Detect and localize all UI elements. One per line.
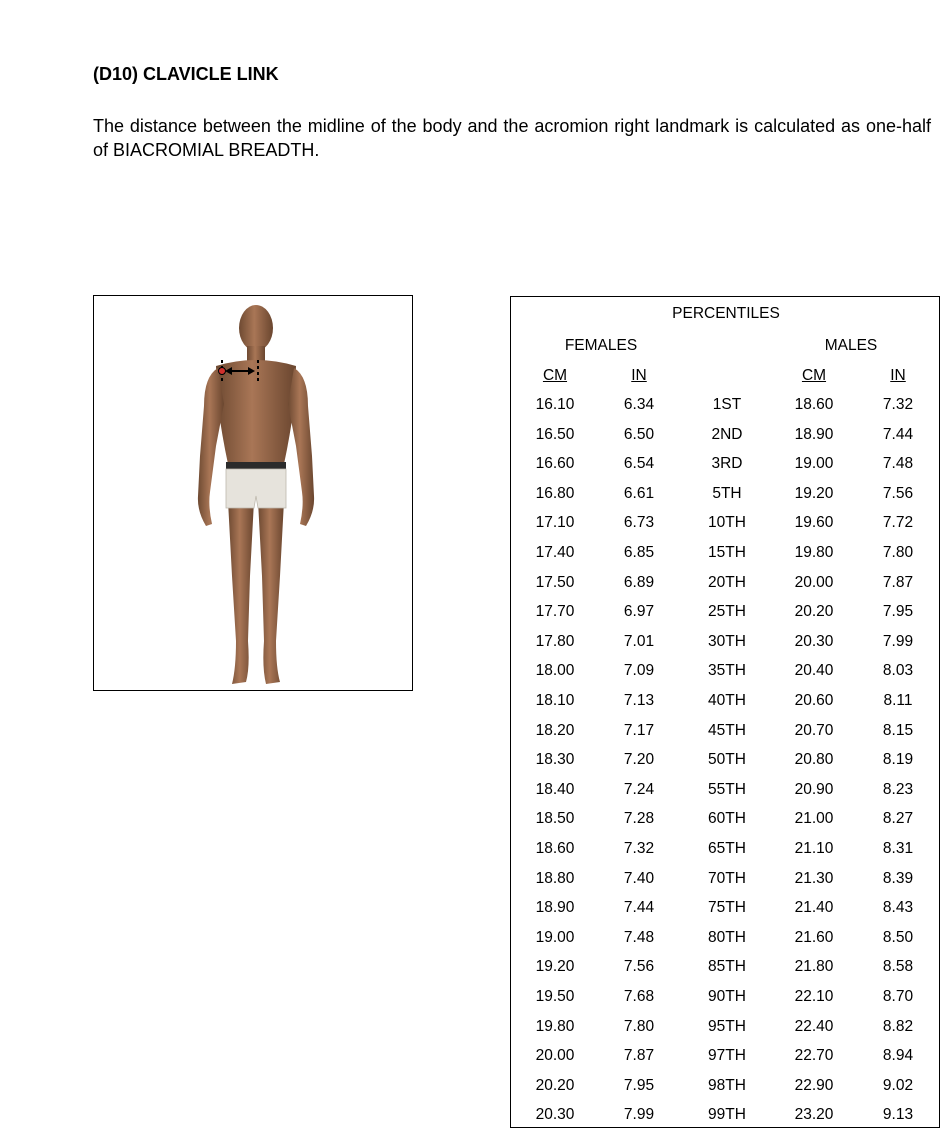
percentile-cell: 55TH xyxy=(708,780,746,798)
male-in-cell: 8.27 xyxy=(882,810,914,828)
male-cm-cell: 22.40 xyxy=(794,1017,834,1035)
male-cm-cell: 22.10 xyxy=(794,988,834,1005)
percentile-cell: 25TH xyxy=(708,603,746,621)
male-cm-cell: 18.90 xyxy=(794,425,834,443)
col-header-male-cm: CM xyxy=(801,367,827,384)
female-in-cell: 6.34 xyxy=(623,396,655,413)
female-cm-cell: 16.60 xyxy=(535,455,575,473)
male-cm-cell: 20.40 xyxy=(794,662,834,680)
percentile-cell: 3RD xyxy=(711,455,743,473)
male-in-cell: 8.19 xyxy=(882,751,914,769)
male-cm-cell: 21.30 xyxy=(794,869,834,887)
percentile-cell: 40TH xyxy=(708,692,746,709)
male-in-cell: 9.02 xyxy=(882,1076,914,1094)
male-cm-cell: 20.00 xyxy=(794,573,834,591)
female-cm-cell: 18.20 xyxy=(535,721,575,739)
col-header-female-in: IN xyxy=(631,367,647,384)
male-cm-cell: 20.60 xyxy=(794,692,834,709)
male-cm-cell: 21.40 xyxy=(794,899,834,917)
percentile-cell: 90TH xyxy=(708,988,746,1005)
female-cm-cell: 17.70 xyxy=(535,603,575,621)
description-text: The distance between the midline of the body and the acromion right landmark is calculated as one-half of BIACROMIAL BREADTH. xyxy=(93,116,931,160)
female-cm-cell: 18.40 xyxy=(535,780,575,798)
male-cm-cell: 20.90 xyxy=(794,780,834,798)
female-in-cell: 7.56 xyxy=(623,958,655,976)
percentiles-table xyxy=(510,296,940,1128)
male-in-cell: 8.15 xyxy=(882,721,914,739)
body-figure-panel xyxy=(93,295,413,691)
male-cm-cell: 21.80 xyxy=(794,958,834,976)
female-cm-cell: 18.00 xyxy=(535,662,575,680)
female-cm-cell: 19.20 xyxy=(535,958,575,976)
female-cm-cell: 19.00 xyxy=(535,928,575,946)
female-cm-cell: 20.30 xyxy=(535,1106,575,1124)
percentile-cell: 99TH xyxy=(708,1106,746,1124)
male-in-cell: 7.99 xyxy=(882,632,914,650)
female-in-cell: 7.28 xyxy=(623,810,655,828)
female-in-cell: 6.50 xyxy=(623,425,655,443)
percentile-cell: 1ST xyxy=(712,396,742,413)
female-cm-cell: 19.50 xyxy=(535,988,575,1005)
female-in-cell: 6.73 xyxy=(623,514,655,532)
female-in-cell: 6.54 xyxy=(623,455,655,473)
male-cm-cell: 20.20 xyxy=(794,603,834,621)
percentile-cell: 97TH xyxy=(708,1047,746,1065)
percentile-cell: 5TH xyxy=(712,484,742,502)
male-in-cell: 9.13 xyxy=(882,1106,914,1124)
female-cm-cell: 17.40 xyxy=(535,544,575,561)
male-in-cell: 7.80 xyxy=(882,544,914,561)
percentile-cell: 65TH xyxy=(708,840,746,857)
percentile-cell: 50TH xyxy=(708,751,746,769)
percentile-cell: 70TH xyxy=(708,869,746,887)
female-in-cell: 7.48 xyxy=(623,928,655,946)
male-in-cell: 7.32 xyxy=(882,396,914,413)
males-label: MALES xyxy=(824,337,878,354)
male-cm-cell: 21.00 xyxy=(794,810,834,828)
male-in-cell: 8.11 xyxy=(883,692,913,709)
male-in-cell: 7.72 xyxy=(882,514,914,532)
percentile-cell: 20TH xyxy=(708,573,746,591)
male-in-cell: 8.03 xyxy=(882,662,914,680)
male-in-cell: 7.87 xyxy=(882,573,914,591)
female-cm-cell: 18.30 xyxy=(535,751,575,769)
female-in-cell: 6.61 xyxy=(623,484,655,502)
female-cm-cell: 20.00 xyxy=(535,1047,575,1065)
male-cm-cell: 21.10 xyxy=(794,840,834,857)
female-cm-cell: 17.10 xyxy=(535,514,575,532)
male-in-cell: 8.43 xyxy=(882,899,914,917)
percentiles-heading: PERCENTILES xyxy=(672,305,780,322)
female-in-cell: 7.44 xyxy=(623,899,655,917)
percentile-cell: 30TH xyxy=(708,632,746,650)
shorts xyxy=(226,469,286,508)
col-header-male-in: IN xyxy=(890,367,906,384)
female-in-cell: 7.24 xyxy=(623,780,655,798)
percentile-cell: 15TH xyxy=(708,544,746,561)
male-in-cell: 7.56 xyxy=(882,484,914,502)
female-in-cell: 7.68 xyxy=(623,988,655,1005)
acromion-landmark-dot xyxy=(219,368,226,375)
male-cm-cell: 19.00 xyxy=(794,455,834,473)
female-in-cell: 7.13 xyxy=(623,692,655,709)
female-in-cell: 6.89 xyxy=(623,573,655,591)
percentile-cell: 85TH xyxy=(708,958,746,976)
male-in-cell: 8.58 xyxy=(882,958,914,976)
female-cm-cell: 20.20 xyxy=(535,1076,575,1094)
male-in-cell: 8.39 xyxy=(882,869,914,887)
percentile-cell: 35TH xyxy=(708,662,746,680)
male-cm-cell: 20.70 xyxy=(794,721,834,739)
female-cm-cell: 17.80 xyxy=(535,632,575,650)
female-in-cell: 7.01 xyxy=(623,632,655,650)
male-cm-cell: 18.60 xyxy=(794,396,834,413)
female-cm-cell: 16.50 xyxy=(535,425,575,443)
female-cm-cell: 17.50 xyxy=(535,573,575,591)
male-cm-cell: 20.30 xyxy=(794,632,834,650)
female-in-cell: 7.40 xyxy=(623,869,655,887)
male-in-cell: 7.44 xyxy=(882,425,914,443)
male-in-cell: 7.48 xyxy=(882,455,914,473)
male-in-cell: 8.82 xyxy=(882,1017,914,1035)
waistband xyxy=(226,462,286,469)
male-in-cell: 8.50 xyxy=(882,928,914,946)
female-in-cell: 7.09 xyxy=(623,662,655,680)
human-figure-illustration xyxy=(94,296,414,692)
percentile-cell: 2ND xyxy=(711,425,743,443)
female-cm-cell: 18.10 xyxy=(535,692,575,709)
female-in-cell: 7.95 xyxy=(623,1076,655,1094)
male-in-cell: 8.94 xyxy=(882,1047,914,1065)
percentile-cell: 95TH xyxy=(708,1017,746,1035)
percentile-cell: 45TH xyxy=(708,721,746,739)
percentile-cell: 75TH xyxy=(708,899,746,917)
percentile-cell: 98TH xyxy=(708,1076,746,1094)
female-cm-cell: 16.80 xyxy=(535,484,575,502)
col-header-female-cm: CM xyxy=(542,367,568,384)
male-in-cell: 7.95 xyxy=(882,603,914,621)
female-in-cell: 7.20 xyxy=(623,751,655,769)
female-cm-cell: 19.80 xyxy=(535,1017,575,1035)
male-cm-cell: 20.80 xyxy=(794,751,834,769)
percentile-cell: 80TH xyxy=(708,928,746,946)
female-cm-cell: 16.10 xyxy=(535,396,575,413)
female-in-cell: 7.99 xyxy=(623,1106,655,1124)
male-cm-cell: 22.90 xyxy=(794,1076,834,1094)
female-cm-cell: 18.90 xyxy=(535,899,575,917)
male-cm-cell: 21.60 xyxy=(794,928,834,946)
female-cm-cell: 18.80 xyxy=(535,869,575,887)
male-cm-cell: 19.80 xyxy=(794,544,834,561)
female-in-cell: 6.97 xyxy=(623,603,655,621)
male-cm-cell: 19.60 xyxy=(794,514,834,532)
female-cm-cell: 18.60 xyxy=(535,840,575,857)
page-title: (D10) CLAVICLE LINK xyxy=(93,64,279,84)
male-cm-cell: 19.20 xyxy=(794,484,834,502)
females-label: FEMALES xyxy=(564,337,638,354)
male-in-cell: 8.31 xyxy=(882,840,914,857)
female-in-cell: 7.32 xyxy=(623,840,655,857)
male-in-cell: 8.23 xyxy=(882,780,914,798)
male-cm-cell: 22.70 xyxy=(794,1047,834,1065)
female-in-cell: 7.17 xyxy=(623,721,655,739)
male-cm-cell: 23.20 xyxy=(794,1106,834,1124)
percentile-cell: 60TH xyxy=(708,810,746,828)
male-in-cell: 8.70 xyxy=(882,988,914,1005)
percentile-cell: 10TH xyxy=(708,514,746,532)
female-cm-cell: 18.50 xyxy=(535,810,575,828)
female-in-cell: 7.87 xyxy=(623,1047,655,1065)
female-in-cell: 7.80 xyxy=(623,1017,655,1035)
female-in-cell: 6.85 xyxy=(623,544,655,561)
